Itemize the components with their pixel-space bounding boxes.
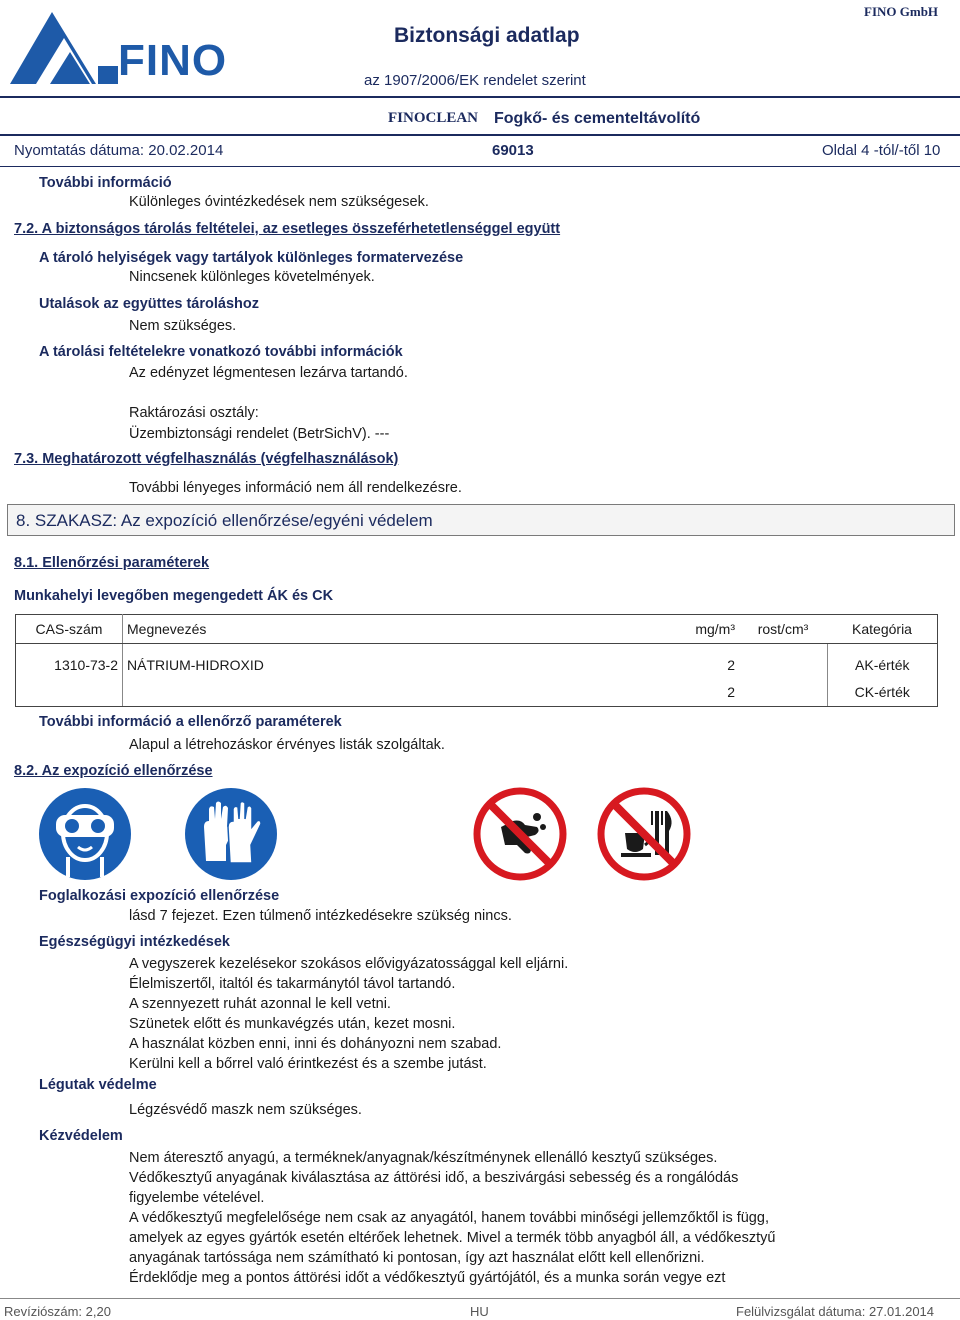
table-row [16, 652, 938, 678]
occupational-heading: Foglalkozási expozíció ellenőrzése [39, 888, 280, 904]
list-item: Nem áteresztő anyagú, a terméknek/anyagnak/készítménynek ellenálló kesztyű szükséges. [129, 1150, 718, 1166]
col-mgm3: mg/m³ [671, 615, 739, 644]
print-date: Nyomtatás dátuma: 20.02.2014 [14, 142, 224, 159]
regulation-text: az 1907/2006/EK rendelet szerint [364, 72, 586, 89]
no-skin-contact-icon [473, 787, 567, 881]
hand-protection-heading: Kézvédelem [39, 1128, 123, 1144]
page-info: Oldal 4 -tól/-től 10 [822, 142, 941, 159]
logo-text: FINO [118, 36, 228, 85]
hygiene-heading: Egészségügyi intézkedések [39, 934, 230, 950]
respiratory-heading: Légutak védelme [39, 1077, 157, 1093]
col-fiber: rost/cm³ [739, 615, 827, 644]
revision-number: Revíziószám: 2,20 [4, 1304, 111, 1319]
product-number: 69013 [492, 142, 534, 159]
storage-further-text: Az edényzet légmentesen lezárva tartandó. [129, 365, 408, 381]
col-name: Megnevezés [123, 615, 672, 644]
list-item: Szünetek előtt és munkavégzés után, kezet mosni. [129, 1016, 456, 1032]
cell-category: CK-érték [827, 678, 938, 707]
section-7-3-text: További lényeges információ nem áll rendelkezésre. [129, 480, 462, 496]
cell-name: NÁTRIUM-HIDROXID [127, 656, 264, 673]
no-eating-drinking-icon [597, 787, 691, 881]
cell-mgm3: 2 [671, 678, 739, 707]
cell-mgm3: 2 [727, 656, 735, 673]
gloves-icon [184, 787, 278, 881]
table-header-row [16, 615, 938, 644]
section-7-2-heading: 7.2. A biztonságos tárolás feltételei, az esetleges összeférhetetlenséggel együtt [14, 221, 561, 237]
further-info-heading: További információ [39, 175, 172, 191]
joint-storage-text: Nem szükséges. [129, 318, 237, 334]
list-item: Védőkesztyű anyagának kiválasztása az áttörési idő, a beszivárgási sebesség és a rongálódás [129, 1170, 739, 1186]
storage-further-heading: A tárolási feltételekre vonatkozó további információk [39, 344, 403, 360]
joint-storage-heading: Utalások az együttes tároláshoz [39, 296, 259, 312]
cell-name [123, 678, 672, 707]
language-code: HU [470, 1304, 489, 1319]
product-name: Fogkő- és cementeltávolító [494, 110, 701, 127]
brand-name: FINOCLEAN [388, 110, 479, 126]
params-text: Alapul a létrehozáskor érvényes listák szolgáltak. [129, 737, 445, 753]
eye-protection-icon [38, 787, 132, 881]
cell-fiber [739, 678, 827, 707]
list-item: Kerülni kell a bőrrel való érintkezést és a szembe jutást. [129, 1056, 487, 1072]
list-item: amelyek az egyes gyártók esetén eltérőek lehetnek. Mivel a termék több anyagból áll, a védőkesztyű [129, 1230, 776, 1246]
section-8-1-heading: 8.1. Ellenőrzési paraméterek [14, 555, 210, 571]
review-date: Felülvizsgálat dátuma: 27.01.2014 [736, 1304, 935, 1319]
list-item: A használat közben enni, inni és dohányozni nem szabad. [129, 1036, 502, 1052]
cell-fiber [739, 652, 827, 678]
hand-protection-list [129, 1148, 775, 1288]
company-name: FINO GmbH [864, 4, 939, 19]
occupational-text: lásd 7 fejezet. Ezen túlmenő intézkedésekre szükség nincs. [129, 908, 512, 924]
further-info-text: Különleges óvintézkedések nem szükségesek. [129, 194, 429, 210]
respiratory-text: Légzésvédő maszk nem szükséges. [129, 1102, 362, 1118]
section-8-2-heading: 8.2. Az expozíció ellenőrzése [14, 763, 213, 779]
storage-class-value: Üzembiztonsági rendelet (BetrSichV). --- [129, 426, 390, 442]
cell-cas: 1310-73-2 [16, 652, 123, 678]
list-item: anyagának tartóssága nem számítható ki pontosan, így azt használat előtt kell ellenőrizni. [129, 1250, 705, 1266]
exposure-limits-table [15, 614, 938, 707]
limits-heading: Munkahelyi levegőben megengedett ÁK és CK [14, 588, 334, 604]
list-item: A védőkesztyű megfelelősége nem csak az anyagától, hanem további minőségi jellemzőktől is függ, [129, 1210, 769, 1226]
list-item: Érdeklődje meg a pontos áttörési időt a védőkesztyű gyártójától, és a munka során vegye ezt [129, 1270, 726, 1286]
section-8-heading-bar [7, 504, 955, 536]
storage-room-heading: A tároló helyiségek vagy tartályok különleges formatervezése [39, 250, 464, 266]
table-row [16, 678, 938, 707]
list-item: A szennyezett ruhát azonnal le kell vetni. [129, 996, 391, 1012]
col-cas: CAS-szám [16, 615, 123, 644]
document-title: Biztonsági adatlap [394, 24, 580, 47]
cell-cas [16, 678, 123, 707]
storage-room-text: Nincsenek különleges követelmények. [129, 269, 375, 285]
hygiene-list [129, 954, 568, 1074]
params-heading: További információ a ellenőrző paraméterek [39, 714, 342, 730]
col-category: Kategória [827, 615, 938, 644]
list-item: Élelmiszertől, italtól és takarmánytól távol tartandó. [129, 976, 456, 992]
cell-category: AK-érték [827, 652, 938, 678]
list-item: figyelembe vételével. [129, 1190, 265, 1206]
list-item: A vegyszerek kezelésekor szokásos elővigyázatossággal kell eljárni. [129, 956, 569, 972]
section-8-heading: 8. SZAKASZ: Az expozíció ellenőrzése/egyéni védelem [16, 511, 433, 530]
storage-class-label: Raktározási osztály: [129, 405, 259, 421]
section-7-3-heading: 7.3. Meghatározott végfelhasználás (végfelhasználások) [14, 451, 399, 467]
